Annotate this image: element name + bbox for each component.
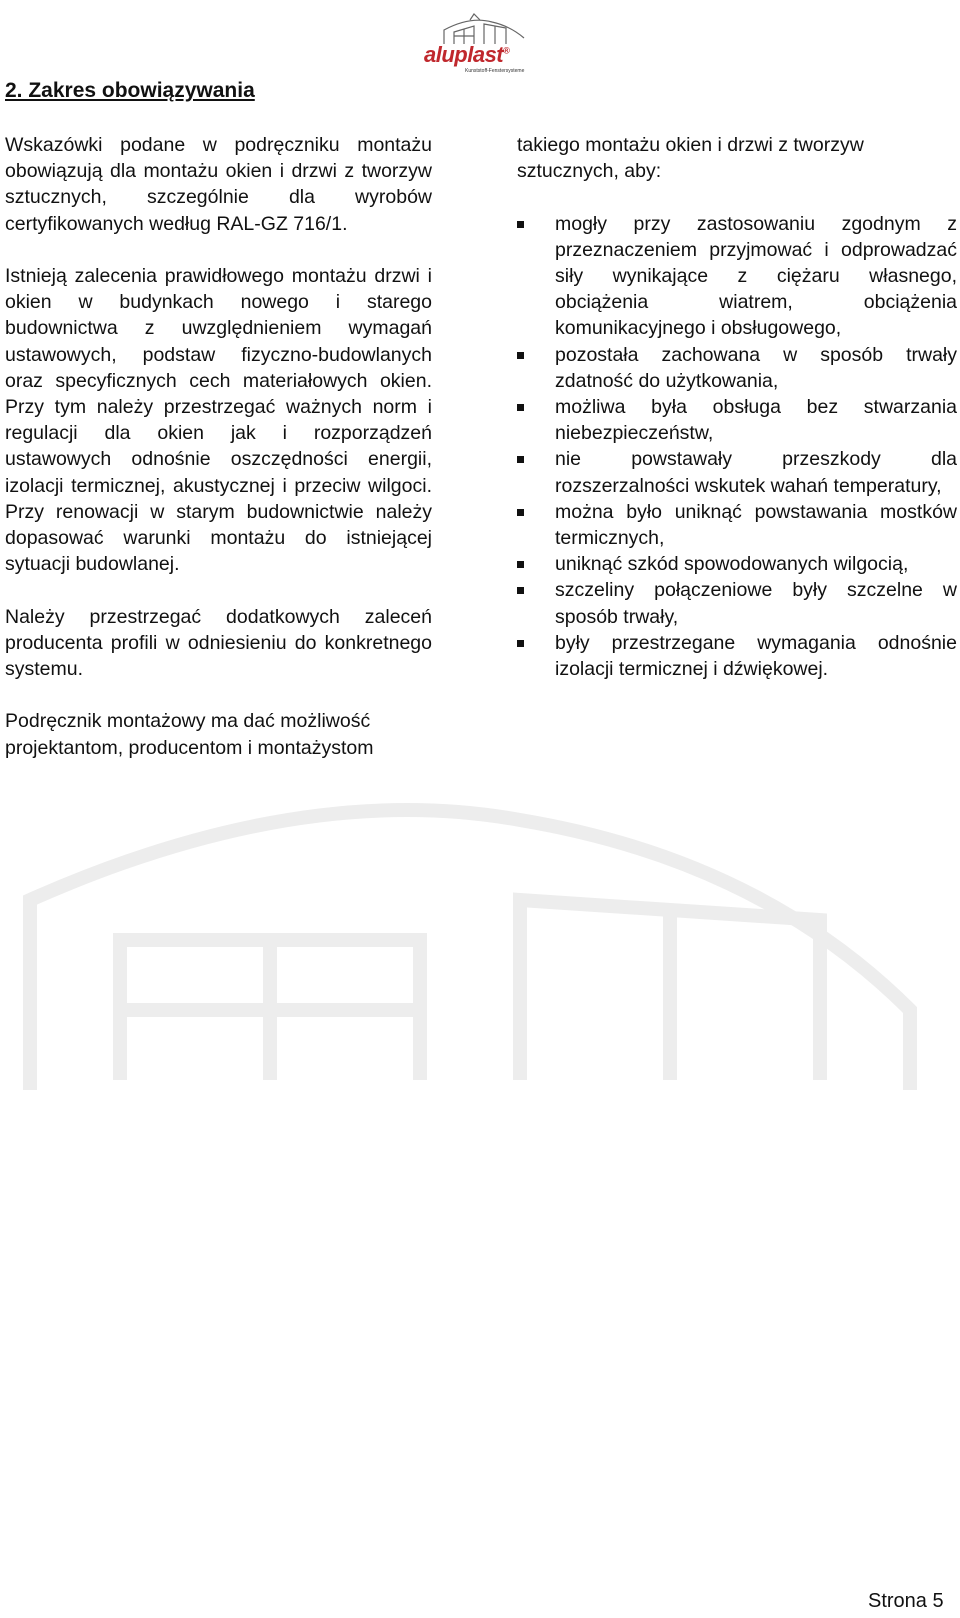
list-item: mogły przy zastosowaniu zgodnym z przeznaczeniem przyjmować i odprowadzać siły wynikające z ciężaru własnego, obciążenia wiatrem, obciążenia komunikacyjnego i obsługowego, xyxy=(517,211,957,342)
logo-brand: aluplast® xyxy=(424,42,510,67)
house-roof-icon xyxy=(440,12,530,46)
list-item: możliwa była obsługa bez stwarzania niebezpieczeństw, xyxy=(517,394,957,446)
paragraph-intro: takiego montażu okien i drzwi z tworzyw sztucznych, aby: xyxy=(517,134,864,183)
paragraph-manufacturer: Należy przestrzegać dodatkowych zaleceń producenta profili w odniesieniu do konkretnego systemu. xyxy=(5,605,432,681)
list-item: były przestrzegane wymagania odnośnie izolacji termicznej i dźwiękowej. xyxy=(517,630,957,682)
list-item: szczeliny połączeniowe były szczelne w sposób trwały, xyxy=(517,577,957,629)
paragraph-manual-purpose: Podręcznik montażowy ma dać możliwość projektantom, producentom i montażystom xyxy=(5,710,374,759)
list-item: można było uniknąć powstawania mostków termicznych, xyxy=(517,499,957,551)
left-column xyxy=(5,132,432,787)
square-bullet-icon xyxy=(517,509,524,516)
section-heading: 2. Zakres obowiązywania xyxy=(5,79,255,102)
paragraph-recommendations: Istnieją zalecenia prawidłowego montażu drzwi i okien w budynkach nowego i starego budownictwa z uwzględnieniem wymagań ustawowych, podstaw fizyczno-budowlanych oraz specyficznych cech materiałowych okien. Przy tym należy przestrzegać ważnych norm i regulacji dla okien jak i rozporządzeń ustawowych odnośnie oszczędności energii, izolacji termicznej, akustycznej i przeciw wilgoci. Przy renowacji w starym budownictwie należy dopasować warunki montażu do istniejącej sytuacji budowlanej. xyxy=(5,265,432,576)
list-item: pozostała zachowana w sposób trwały zdatność do użytkowania, xyxy=(517,342,957,394)
right-column xyxy=(517,132,957,682)
list-item: nie powstawały przeszkody dla rozszerzalności wskutek wahań temperatury, xyxy=(517,446,957,498)
square-bullet-icon xyxy=(517,587,524,594)
square-bullet-icon xyxy=(517,561,524,568)
watermark-window-drawing xyxy=(0,760,940,1120)
square-bullet-icon xyxy=(517,640,524,647)
square-bullet-icon xyxy=(517,456,524,463)
page-number: Strona 5 xyxy=(868,1590,944,1612)
logo-tagline: Kunststoff-Fenstersysteme xyxy=(465,68,525,74)
aluplast-logo xyxy=(422,12,542,76)
square-bullet-icon xyxy=(517,221,524,228)
square-bullet-icon xyxy=(517,352,524,359)
list-item: uniknąć szkód spowodowanych wilgocią, xyxy=(517,551,957,577)
paragraph-scope: Wskazówki podane w podręczniku montażu obowiązują dla montażu okien i drzwi z tworzyw sztucznych, szczególnie dla wyrobów certyfikowanych według RAL-GZ 716/1. xyxy=(5,134,432,235)
requirements-list xyxy=(517,211,957,683)
square-bullet-icon xyxy=(517,404,524,411)
